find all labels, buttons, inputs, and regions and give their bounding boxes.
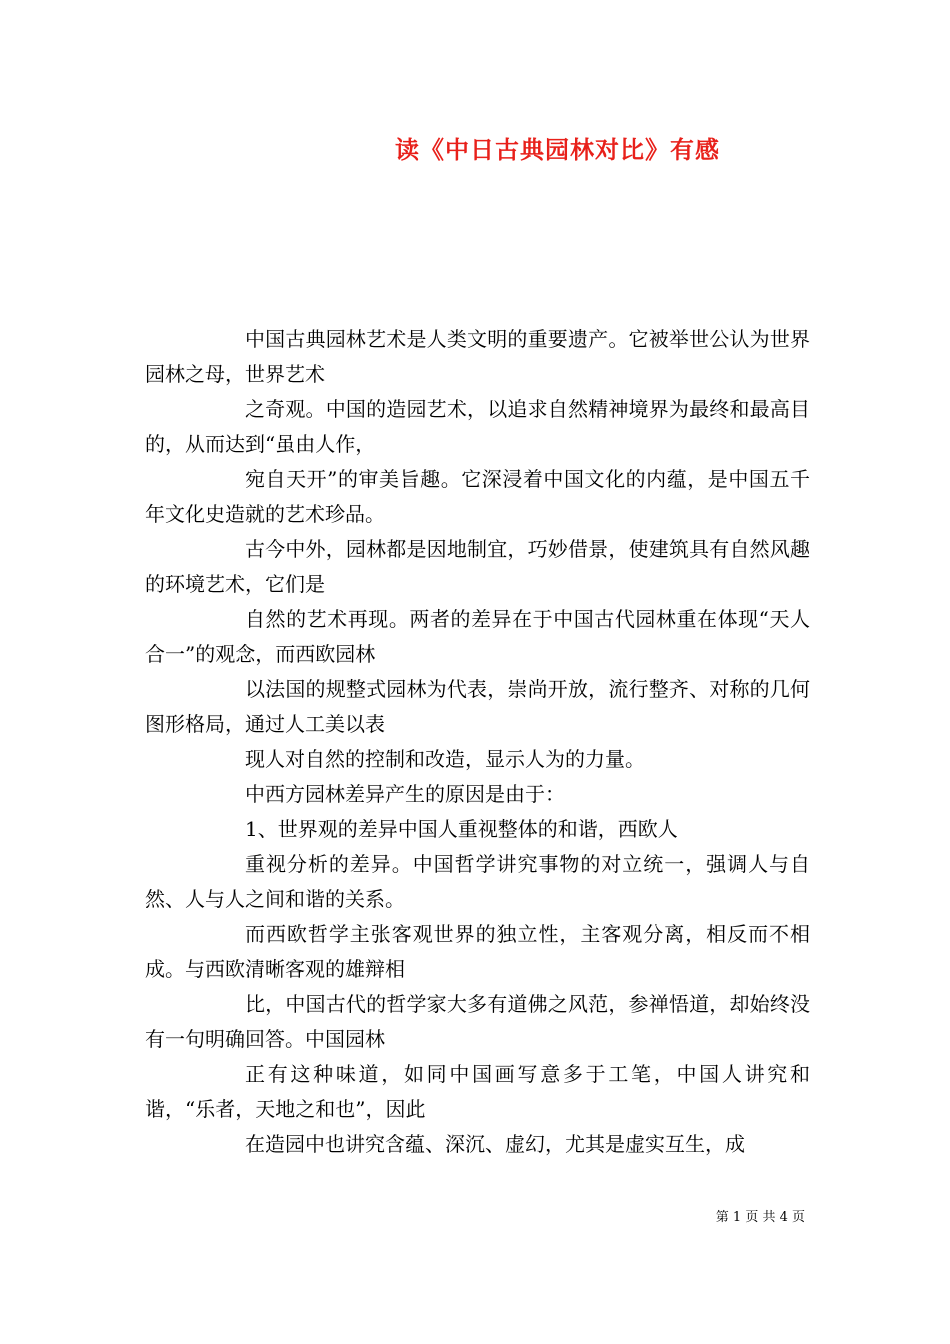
body-text: [145, 322, 810, 1162]
paragraph: 之奇观。中国的造园艺术，以追求自然精神境界为最终和最高目的，从而达到“虽由人作，: [145, 397, 810, 456]
paragraph: 中西方园林差异产生的原因是由于：: [245, 782, 565, 806]
paragraph: 1、世界观的差异中国人重视整体的和谐，西欧人: [245, 817, 678, 841]
paragraph: 而西欧哲学主张客观世界的独立性，主客观分离，相反而不相成。与西欧清晰客观的雄辩相: [145, 922, 810, 981]
paragraph: 古今中外，园林都是因地制宜，巧妙借景，使建筑具有自然风趣的环境艺术，它们是: [145, 537, 810, 596]
paragraph: 宛自天开”的审美旨趣。它深浸着中国文化的内蕴，是中国五千年文化史造就的艺术珍品。: [145, 467, 810, 526]
paragraph: 中国古典园林艺术是人类文明的重要遗产。它被举世公认为世界园林之母，世界艺术: [145, 327, 810, 386]
paragraph: 现人对自然的控制和改造，显示人为的力量。: [245, 747, 645, 771]
paragraph: 重视分析的差异。中国哲学讲究事物的对立统一，强调人与自然、人与人之间和谐的关系。: [145, 852, 810, 911]
paragraph: 在造园中也讲究含蕴、深沉、虚幻，尤其是虚实互生，成: [245, 1132, 745, 1156]
page-footer: 第 1 页 共 4 页: [715, 1210, 805, 1225]
paragraph: 以法国的规整式园林为代表，崇尚开放，流行整齐、对称的几何图形格局，通过人工美以表: [145, 677, 810, 736]
paragraph: 比，中国古代的哲学家大多有道佛之风范，参禅悟道，却始终没有一句明确回答。中国园林: [145, 992, 810, 1051]
paragraph: 正有这种味道，如同中国画写意多于工笔，中国人讲究和谐，“乐者，天地之和也”，因此: [145, 1062, 810, 1121]
paragraph: 自然的艺术再现。两者的差异在于中国古代园林重在体现“天人合一”的观念，而西欧园林: [145, 607, 810, 666]
page-title: 读《中日古典园林对比》有感: [395, 135, 720, 164]
